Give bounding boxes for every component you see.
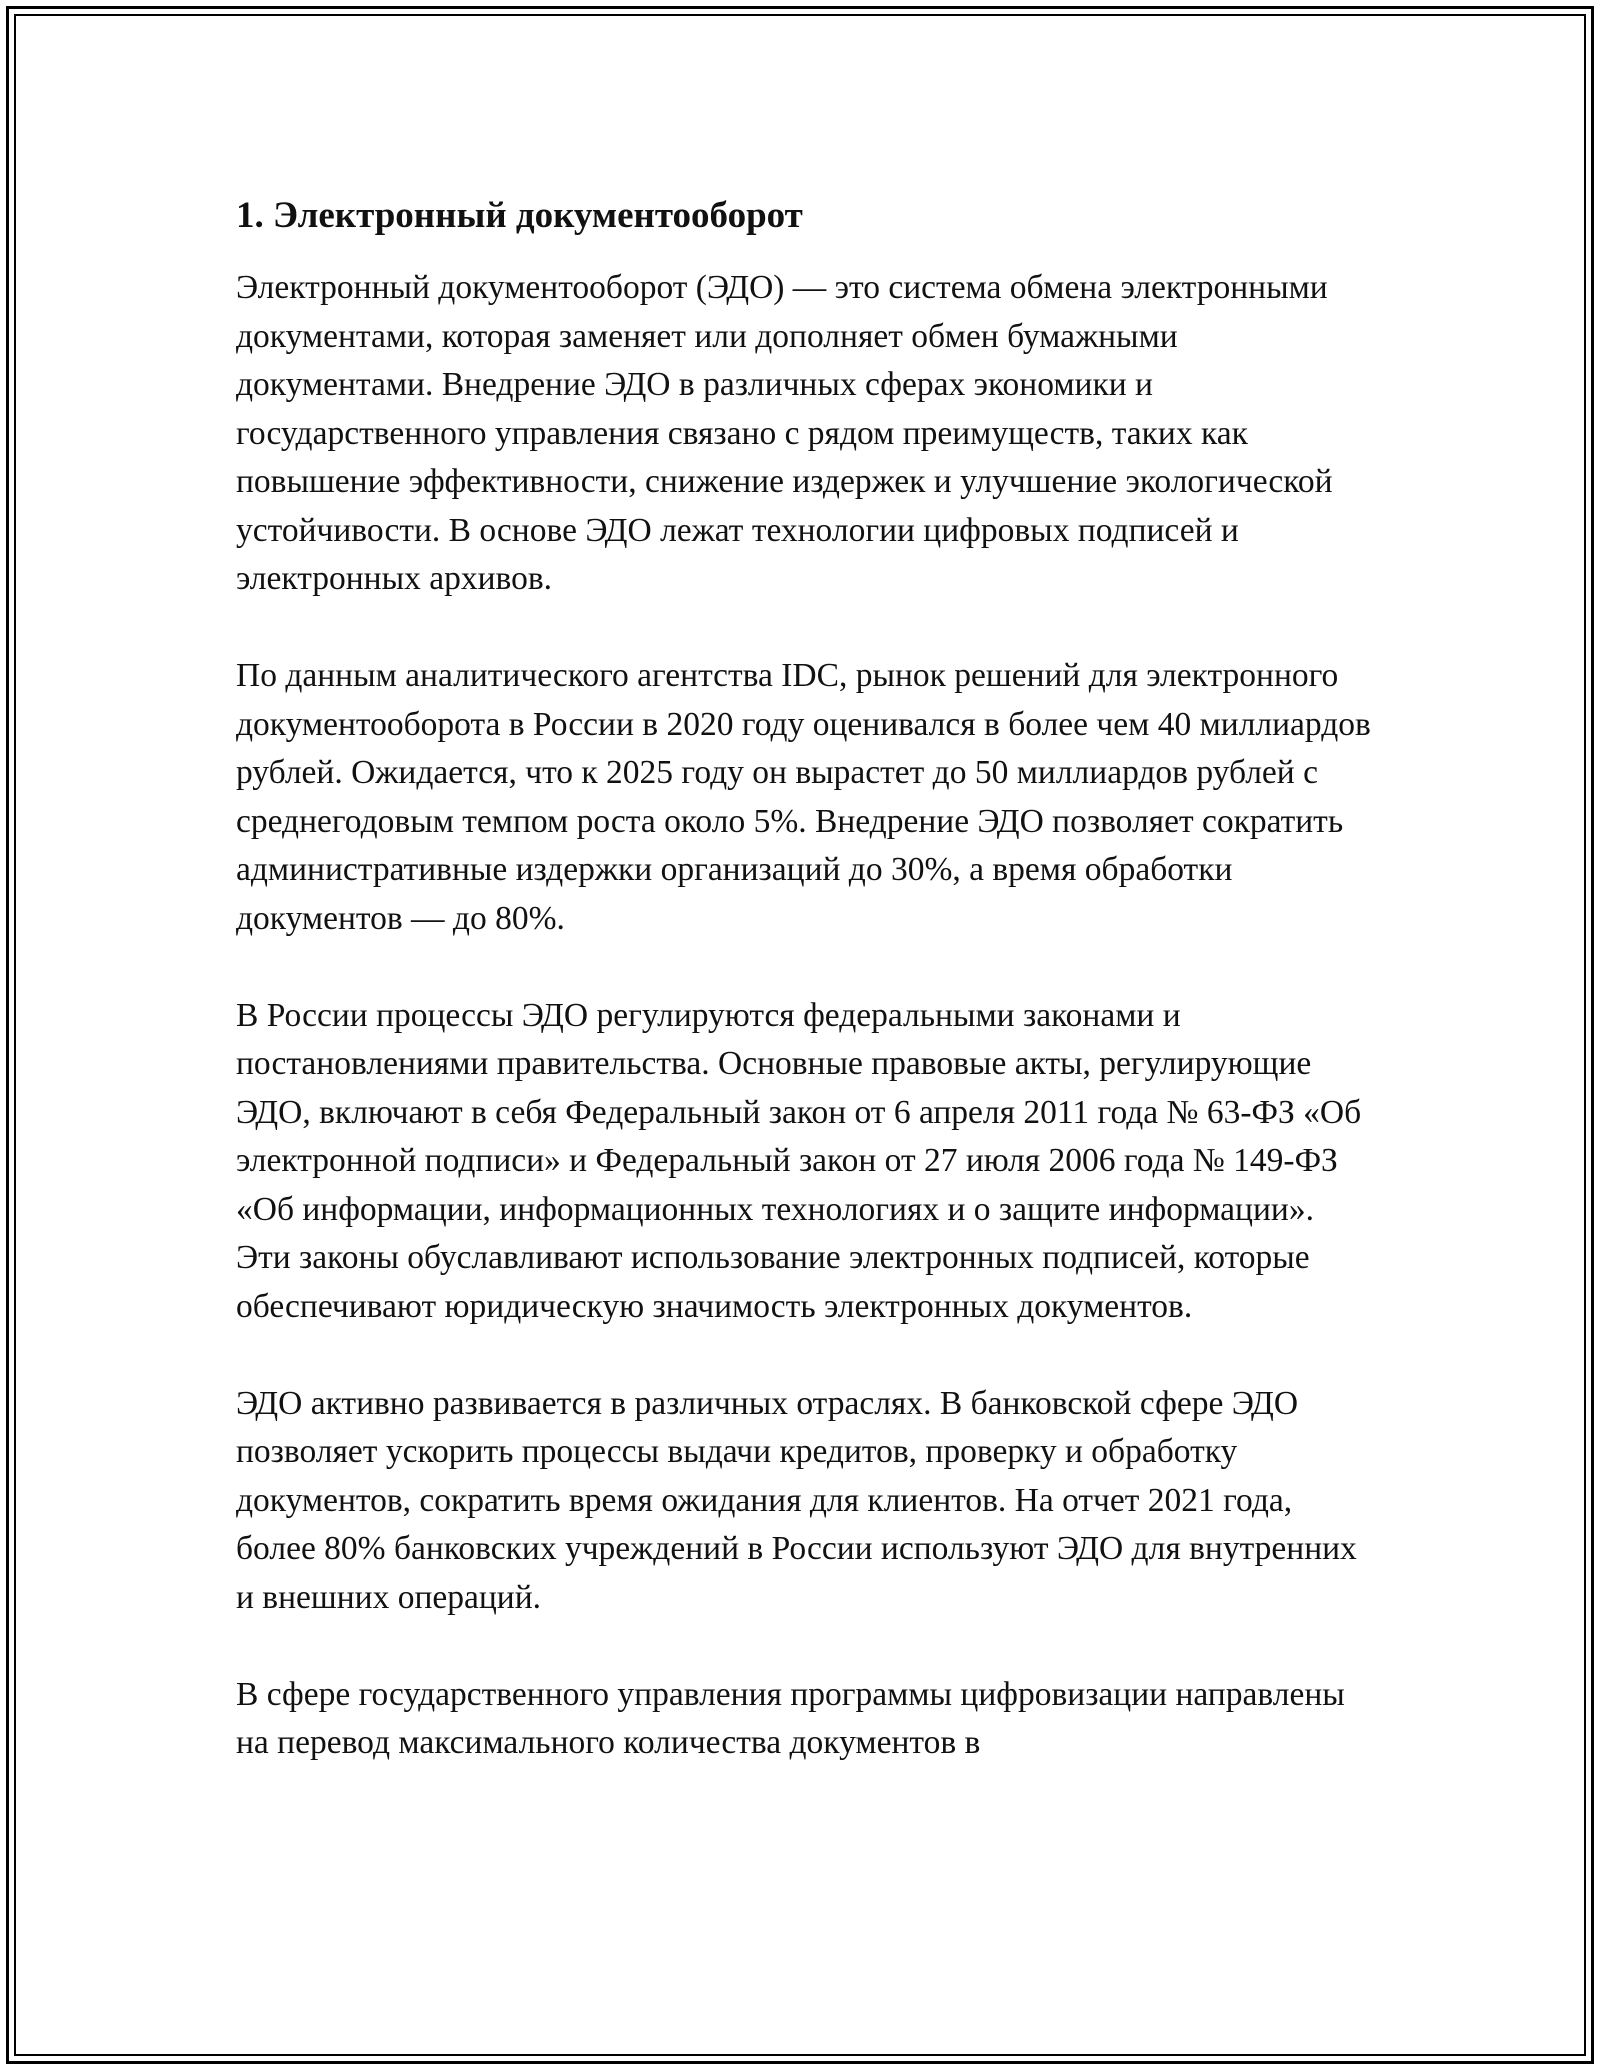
document-body (236, 188, 1376, 1816)
section-heading: 1. Электронный документооборот (236, 195, 803, 236)
paragraph-government: В сфере государственного управления программы цифровизации направлены на перевод максимального количества документов в (236, 1675, 1345, 1761)
paragraph-regulation: В России процессы ЭДО регулируются федеральными законами и постановлениями правительства. Основные правовые акты, регулирующие ЭДО, включают в себя Федеральный закон от 6 апреля 2011 года № 63-ФЗ «Об электронной подписи» и Федеральный закон от 27 июля 2006 года № 149-ФЗ «Об информации, информационных технологиях и о защите информации». Эти законы обуславливают использование электронных подписей, которые обеспечивают юридическую значимость электронных документов. (236, 996, 1362, 1325)
paragraph-intro: Электронный документооборот (ЭДО) — это система обмена электронными документами, которая заменяет или дополняет обмен бумажными документами. Внедрение ЭДО в различных сферах экономики и государственного управления связано с рядом преимуществ, таких как повышение эффективности, снижение издержек и улучшение экологической устойчивости. В основе ЭДО лежат технологии цифровых подписей и электронных архивов. (236, 269, 1333, 597)
paragraph-banking: ЭДО активно развивается в различных отраслях. В банковской сфере ЭДО позволяет ускорить процессы выдачи кредитов, проверку и обработку документов, сократить время ожидания для клиентов. На отчет 2021 года, более 80% банковских учреждений в России используют ЭДО для внутренних и внешних операций. (236, 1384, 1357, 1616)
paragraph-market: По данным аналитического агентства IDC, рынок решений для электронного документооборота в России в 2020 году оценивался в более чем 40 миллиардов рублей. Ожидается, что к 2025 году он вырастет до 50 миллиардов рублей с среднегодовым темпом роста около 5%. Внедрение ЭДО позволяет сократить административные издержки организаций до 30%, а время обработки документов — до 80%. (236, 657, 1371, 937)
